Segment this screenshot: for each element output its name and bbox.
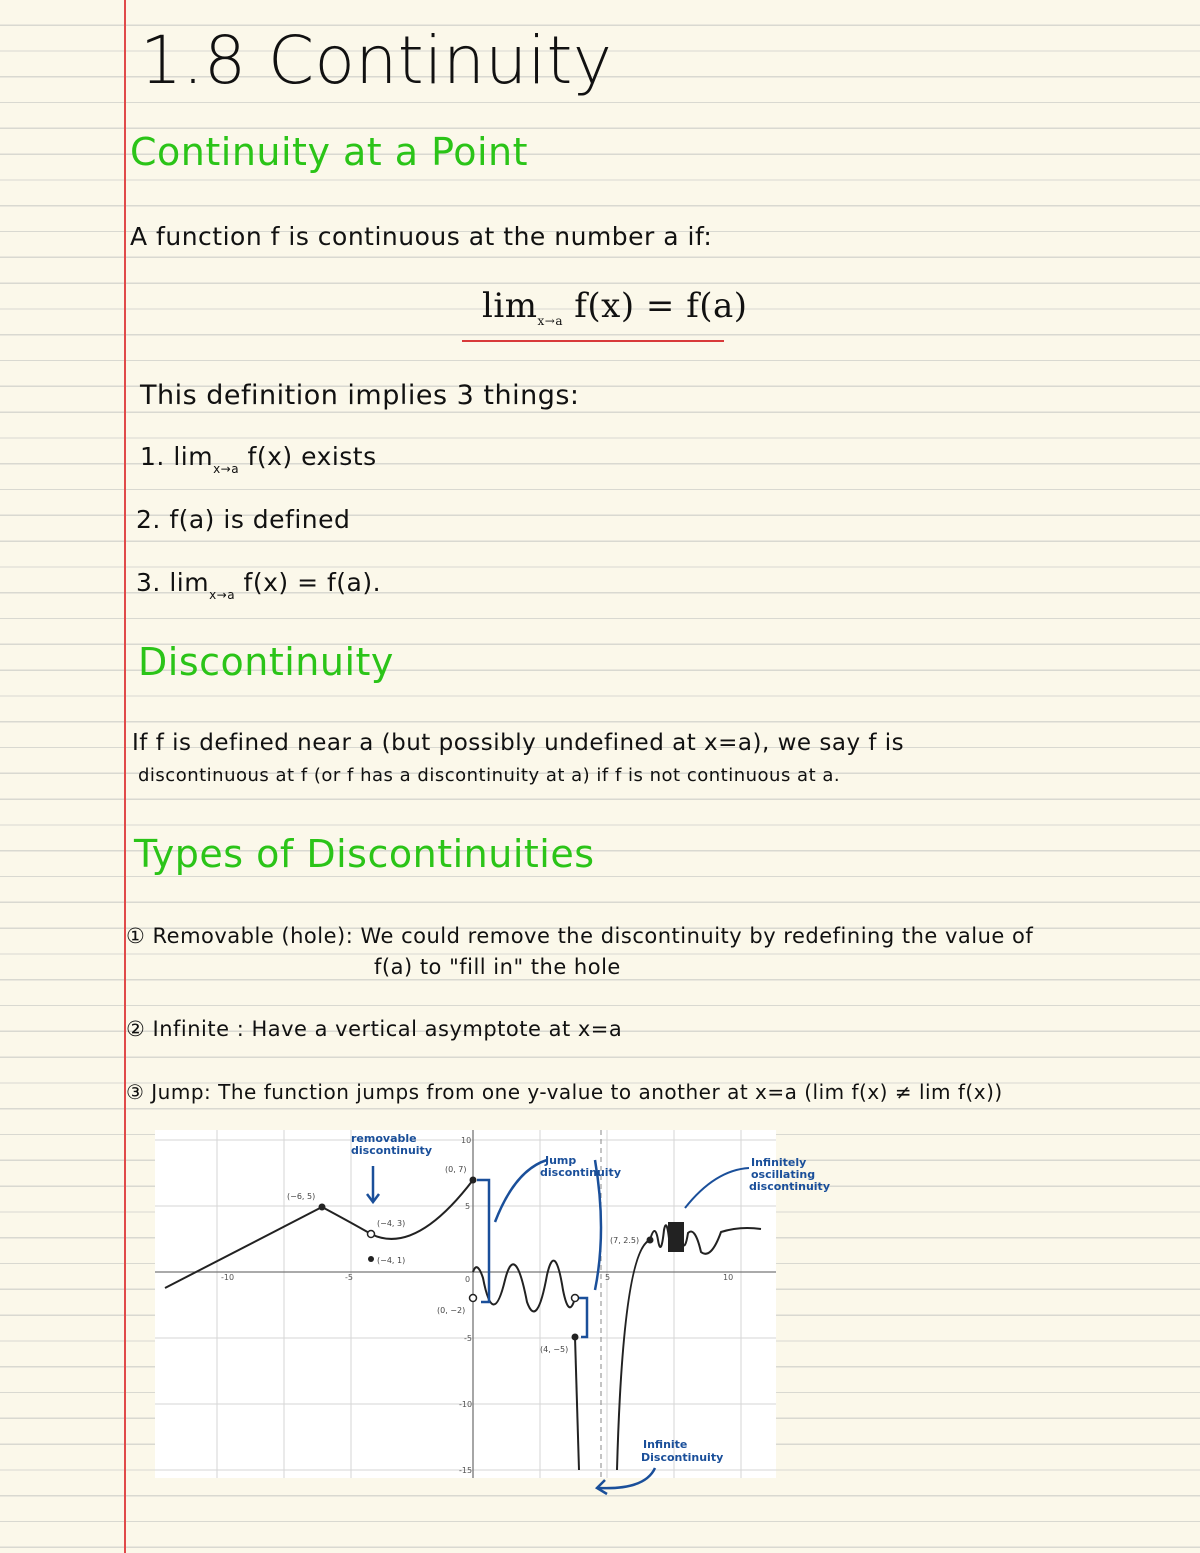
- type-infinite: ② Infinite : Have a vertical asymptote at x=a: [126, 1017, 623, 1041]
- item-sub: x→a: [209, 588, 236, 602]
- item-text: f(a) is defined: [169, 505, 351, 534]
- annotation-text: Infinitely: [751, 1156, 807, 1169]
- annotation-text: Jump: [545, 1154, 577, 1167]
- type-jump: ③ Jump: The function jumps from one y-value to another at x=a (lim f(x) ≠ lim f(x)): [126, 1080, 1003, 1104]
- point-label: (−4, 1): [377, 1256, 406, 1265]
- item-lim: lim: [173, 442, 214, 471]
- point-label: (0, −2): [437, 1306, 466, 1315]
- annotation-text: oscillating: [751, 1168, 816, 1181]
- oscillating-arrow: [685, 1168, 749, 1208]
- formula-lim: lim: [482, 286, 538, 326]
- implication-item-3: [136, 568, 381, 602]
- item-lim: lim: [169, 568, 210, 597]
- annotation-jump: [540, 1154, 621, 1179]
- page-title: 1.8 Continuity: [140, 22, 613, 99]
- graph-svg: [155, 1130, 830, 1478]
- infinite-arrow: [585, 1460, 685, 1500]
- limit-formula: [482, 286, 748, 328]
- heading-discontinuity: Discontinuity: [138, 640, 394, 684]
- annotation-text: Discontinuity: [641, 1451, 724, 1464]
- annotation-removable: [351, 1132, 432, 1157]
- discontinuity-graph: [155, 1130, 830, 1478]
- implies-text: This definition implies 3 things:: [140, 380, 580, 411]
- discontinuity-line-1: If f is defined near a (but possibly undefined at x=a), we say f is: [132, 730, 905, 756]
- graph-points: [319, 1177, 654, 1341]
- jump-bracket: [367, 1160, 601, 1337]
- point-label: (4, −5): [540, 1345, 569, 1354]
- y-tick: 10: [461, 1136, 472, 1145]
- y-tick: -15: [459, 1466, 473, 1475]
- type-removable-line-1: ① Removable (hole): We could remove the discontinuity by redefining the value of: [126, 924, 1034, 948]
- item-number: 1.: [140, 442, 165, 471]
- annotation-text: discontinuity: [351, 1144, 432, 1157]
- annotation-text: removable: [351, 1132, 417, 1145]
- item-text: f(x) = f(a).: [243, 568, 382, 597]
- heading-types: Types of Discontinuities: [134, 832, 595, 876]
- discontinuity-line-2: discontinuous at f (or f has a discontinuity at a) if f is not continuous at a.: [138, 765, 841, 786]
- x-tick: 0: [465, 1275, 471, 1284]
- implication-item-2: [136, 505, 350, 534]
- point-label: (7, 2.5): [610, 1236, 640, 1245]
- annotation-text: Infinite: [643, 1438, 688, 1451]
- x-tick: -5: [345, 1273, 353, 1282]
- y-tick: 5: [465, 1202, 471, 1211]
- y-tick: -5: [464, 1334, 472, 1343]
- definition-intro: A function f is continuous at the number a if:: [130, 222, 713, 251]
- annotation-oscillating: [749, 1156, 830, 1193]
- oscillation-block: [668, 1222, 684, 1252]
- point-label: (0, 7): [445, 1165, 467, 1174]
- implication-item-1: [140, 442, 377, 476]
- notebook-margin-line: [124, 0, 126, 1553]
- item-sub: x→a: [213, 462, 240, 476]
- point-label: (−4, 3): [377, 1219, 406, 1228]
- item-text: f(x) exists: [247, 442, 377, 471]
- x-tick: 5: [605, 1273, 611, 1282]
- annotation-text: discontinuity: [749, 1180, 830, 1193]
- formula-expr: f(x) = f(a): [574, 286, 748, 326]
- formula-sub: x→a: [537, 314, 563, 328]
- annotation-text: discontinuity: [540, 1166, 621, 1179]
- point-label: (−6, 5): [287, 1192, 316, 1201]
- formula-underline: [462, 340, 724, 342]
- item-number: 2.: [136, 505, 161, 534]
- x-tick: -10: [221, 1273, 235, 1282]
- type-removable-line-2: f(a) to "fill in" the hole: [374, 955, 621, 979]
- heading-continuity-at-point: Continuity at a Point: [130, 130, 528, 174]
- item-number: 3.: [136, 568, 161, 597]
- grid: [155, 1130, 776, 1478]
- y-tick: -10: [459, 1400, 473, 1409]
- x-tick: 10: [723, 1273, 734, 1282]
